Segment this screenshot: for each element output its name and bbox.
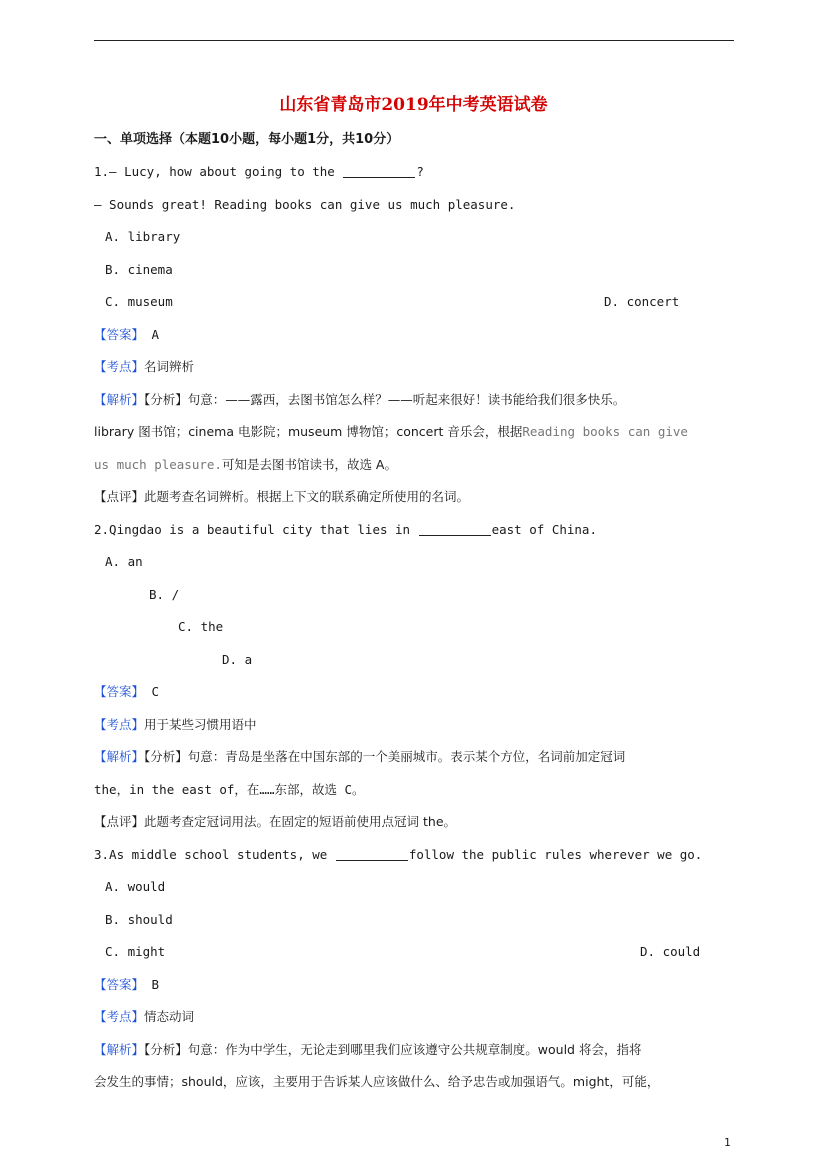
comment-label: 【点评】 xyxy=(94,814,145,829)
q1-option-a: A. library xyxy=(105,229,181,244)
q1-analysis-line1 xyxy=(94,391,625,409)
q1-stem-end: ? xyxy=(416,164,424,179)
q1-answer-value: A xyxy=(151,327,160,342)
q1-point-value: 名词辨析 xyxy=(144,359,195,374)
comment-label: 【点评】 xyxy=(94,489,145,504)
q2-analysis-text1: 句意：青岛是坐落在中国东部的一个美丽城市。表示某个方位，名词前加定冠词 xyxy=(187,749,626,764)
q2-comment-text: 此题考查定冠词用法。在固定的短语前使用点冠词 the。 xyxy=(144,814,457,829)
analysis-label: 【解析】 xyxy=(94,1042,145,1057)
q3-stem-end: follow the public rules wherever we go. xyxy=(408,847,703,862)
q1-comment xyxy=(94,488,469,506)
q1-analysis-quote: Reading books can give xyxy=(522,424,688,439)
q3-analysis-line2: 会发生的事情；should，应该，主要用于告诉某人应该做什么、给予忠告或加强语气。might，可能， xyxy=(94,1074,660,1089)
q3-point xyxy=(94,1008,194,1026)
q3-stem xyxy=(94,846,702,864)
q3-option-d: D. could xyxy=(640,944,701,959)
q1-point xyxy=(94,358,194,376)
q2-analysis-line1 xyxy=(94,748,625,766)
analysis-label: 【解析】 xyxy=(94,392,145,407)
q2-point xyxy=(94,716,257,734)
q3-blank xyxy=(336,848,408,861)
q1-analysis-line3 xyxy=(94,456,397,474)
q2-point-value: 用于某些习惯用语中 xyxy=(144,717,257,732)
point-label: 【考点】 xyxy=(94,359,145,374)
q2-stem-end: east of China. xyxy=(491,522,597,537)
page-number: 1 xyxy=(724,1136,731,1149)
q1-analysis-text2: library 图书馆；cinema 电影院；museum 博物馆；concert 音乐会，根据 xyxy=(94,424,523,439)
q2-stem xyxy=(94,521,597,539)
q1-option-c: C. museum xyxy=(105,294,173,309)
q2-analysis-line2: the，in the east of，在……东部，故选 C。 xyxy=(94,782,365,797)
q3-stem-text: 3.As middle school students, we xyxy=(94,847,328,862)
q2-comment xyxy=(94,813,456,831)
q3-answer-value: B xyxy=(151,977,160,992)
q1-blank xyxy=(343,165,415,178)
q3-analysis-line1 xyxy=(94,1041,641,1059)
q3-point-value: 情态动词 xyxy=(144,1009,195,1024)
q2-option-d: D. a xyxy=(222,652,253,667)
analysis-label: 【解析】 xyxy=(94,749,145,764)
point-label: 【考点】 xyxy=(94,1009,145,1024)
q3-answer xyxy=(94,976,159,994)
q2-stem-text: 2.Qingdao is a beautiful city that lies in xyxy=(94,522,411,537)
q3-option-c: C. might xyxy=(105,944,166,959)
point-label: 【考点】 xyxy=(94,717,145,732)
q1-analysis-text3: 可知是去图书馆读书，故选 A。 xyxy=(221,457,397,472)
q2-option-c: C. the xyxy=(178,619,224,634)
q1-analysis-text1: 句意：——露西，去图书馆怎么样？——听起来很好！读书能给我们很多快乐。 xyxy=(187,392,626,407)
answer-label: 【答案】 xyxy=(94,977,145,992)
section-heading: 一、单项选择（本题10小题，每小题1分，共10分） xyxy=(94,132,400,147)
q3-option-b: B. should xyxy=(105,912,173,927)
q1-stem xyxy=(94,163,424,181)
q1-option-b: B. cinema xyxy=(105,262,173,277)
q2-option-b: B. / xyxy=(149,587,180,602)
q1-reply: — Sounds great! Reading books can give us much pleasure. xyxy=(94,197,516,212)
q3-analysis-text1: 句意：作为中学生，无论走到哪里我们应该遵守公共规章制度。would 将会，指将 xyxy=(187,1042,642,1057)
page-title: 山东省青岛市2019年中考英语试卷 xyxy=(279,95,548,115)
q3-option-a: A. would xyxy=(105,879,166,894)
q2-answer xyxy=(94,683,159,701)
answer-label: 【答案】 xyxy=(94,684,145,699)
q2-option-a: A. an xyxy=(105,554,143,569)
q1-stem-text: 1.— Lucy, how about going to the xyxy=(94,164,335,179)
analysis-sub-label: 【分析】 xyxy=(144,749,188,764)
q1-option-d: D. concert xyxy=(604,294,680,309)
analysis-sub-label: 【分析】 xyxy=(144,392,188,407)
q2-blank xyxy=(419,523,491,536)
q1-comment-text: 此题考查名词辨析。根据上下文的联系确定所使用的名词。 xyxy=(144,489,470,504)
header-rule xyxy=(94,40,734,41)
q1-analysis-quote-end: us much pleasure. xyxy=(94,457,222,472)
answer-label: 【答案】 xyxy=(94,327,145,342)
q1-answer xyxy=(94,326,159,344)
q2-answer-value: C xyxy=(151,684,160,699)
analysis-sub-label: 【分析】 xyxy=(144,1042,188,1057)
q1-analysis-line2 xyxy=(94,423,688,441)
